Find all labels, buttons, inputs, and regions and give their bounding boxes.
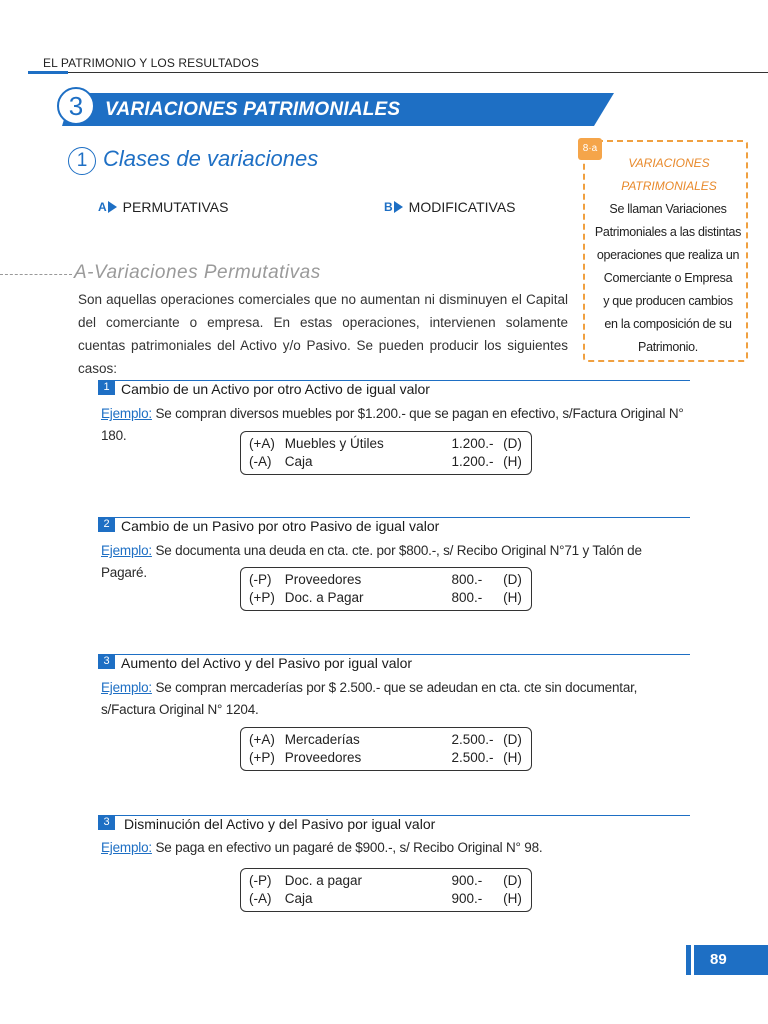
entry-row (249, 890, 523, 908)
entry-row (249, 731, 523, 749)
entry-side: (D) (503, 436, 522, 451)
journal-entry (240, 431, 532, 475)
subsection-title: Clases de variaciones (103, 146, 319, 171)
entry-amount: 1.200.- (451, 454, 494, 469)
entry-amount: 800.- (451, 572, 483, 587)
entry-account: Mercaderías (284, 732, 360, 747)
side-note-title-line: VARIACIONES (628, 156, 710, 170)
type-a-marker: A (98, 200, 117, 214)
entry-side: (D) (503, 572, 522, 587)
entry-sign: (-P) (249, 572, 272, 587)
header-accent-line (28, 71, 68, 74)
entry-amount: 2.500.- (451, 750, 494, 765)
case-number-badge: 3 (98, 815, 115, 830)
header-rule (68, 72, 768, 73)
entry-amount: 2.500.- (451, 732, 494, 747)
arrow-right-icon (108, 201, 117, 213)
section-a-heading: A-Variaciones Permutativas (74, 262, 321, 283)
side-note-line: Patrimoniales a las distintas (594, 225, 742, 239)
entry-sign: (-P) (249, 873, 272, 888)
case-example (101, 677, 691, 721)
journal-entry (240, 727, 532, 771)
subsection-number-badge: 1 (68, 147, 96, 175)
case-title: Cambio de un Activo por otro Activo de igual valor (121, 381, 430, 397)
section-a-paragraph: Son aquellas operaciones comerciales que no aumentan ni disminuyen el Capital del comerciante o empresa. En estas operaciones, intervienen solamente cuentas patrimoniales del Activo y/o Pasivo. Se pueden producir los siguientes casos: (78, 292, 568, 376)
entry-side: (D) (503, 732, 522, 747)
entry-amount: 1.200.- (451, 436, 494, 451)
example-label: Ejemplo: (101, 840, 152, 855)
entry-sign: (+A) (249, 732, 275, 747)
type-a-label: PERMUTATIVAS (122, 199, 229, 215)
book-icon: 8·a (578, 138, 602, 160)
entry-row (249, 872, 523, 890)
entry-sign: (+P) (249, 590, 275, 605)
entry-sign: (+P) (249, 750, 275, 765)
running-header: EL PATRIMONIO Y LOS RESULTADOS (43, 56, 259, 70)
entry-side: (H) (503, 891, 522, 906)
side-note-line: Patrimonio. (638, 340, 698, 354)
entry-account: Caja (284, 891, 313, 906)
side-note-title (595, 152, 743, 198)
example-label: Ejemplo: (101, 406, 152, 421)
entry-sign: (+A) (249, 436, 275, 451)
entry-account: Muebles y Útiles (284, 436, 384, 451)
arrow-right-icon (394, 201, 403, 213)
type-b-marker: B (384, 200, 403, 214)
entry-sign: (-A) (249, 454, 272, 469)
case-title: Aumento del Activo y del Pasivo por igual valor (121, 655, 413, 671)
side-note-line: Se llaman Variaciones (609, 202, 727, 216)
case-example (101, 837, 701, 859)
entry-side: (H) (503, 454, 522, 469)
entry-row (249, 435, 523, 453)
case-number-badge: 2 (98, 517, 115, 532)
section-number-badge: 3 (57, 87, 95, 125)
entry-account: Doc. a pagar (284, 873, 363, 888)
side-note-line: Comerciante o Empresa (603, 271, 733, 285)
page-number: 89 (686, 945, 768, 975)
entry-account: Proveedores (284, 572, 362, 587)
example-text: Se compran diversos muebles por $1.200.- que se pagan en efectivo, s/Factura Original N° 180. (101, 406, 684, 443)
type-b (384, 199, 516, 215)
entry-amount: 900.- (451, 891, 483, 906)
entry-amount: 900.- (451, 873, 483, 888)
journal-entry (240, 567, 532, 611)
case-number-badge: 1 (98, 380, 115, 395)
example-label: Ejemplo: (101, 543, 152, 558)
side-note-line: en la composición de su (604, 317, 732, 331)
page-number-stripe (691, 945, 694, 975)
type-a (98, 199, 228, 215)
journal-entry (240, 868, 532, 912)
example-text: Se documenta una deuda en cta. cte. por $800.-, s/ Recibo Original N°71 y Talón de Pagaré. (101, 543, 642, 580)
entry-row (249, 571, 523, 589)
entry-row (249, 589, 523, 607)
case-number-badge: 3 (98, 654, 115, 669)
side-note-line: operaciones que realiza un (596, 248, 740, 262)
section-title: VARIACIONES PATRIMONIALES (105, 99, 401, 120)
entry-side: (H) (503, 590, 522, 605)
side-note-line: y que producen cambios (603, 294, 733, 308)
example-text: Se paga en efectivo un pagaré de $900.-, s/ Recibo Original N° 98. (151, 840, 543, 855)
side-note-title-line: PATRIMONIALES (621, 179, 717, 193)
entry-account: Doc. a Pagar (284, 590, 364, 605)
entry-row (249, 453, 523, 471)
entry-account: Caja (284, 454, 313, 469)
heading-dash-line (0, 274, 72, 275)
entry-side: (H) (503, 750, 522, 765)
example-text: Se compran mercaderías por $ 2.500.- que se adeudan en cta. cte sin documentar, s/Factura Original N° 1204. (101, 680, 638, 717)
entry-side: (D) (503, 873, 522, 888)
side-note-body (588, 198, 748, 359)
case-title: Disminución del Activo y del Pasivo por igual valor (124, 816, 436, 832)
entry-amount: 800.- (451, 590, 483, 605)
entry-row (249, 749, 523, 767)
type-b-label: MODIFICATIVAS (408, 199, 516, 215)
entry-sign: (-A) (249, 891, 272, 906)
case-title: Cambio de un Pasivo por otro Pasivo de igual valor (121, 518, 440, 534)
example-label: Ejemplo: (101, 680, 152, 695)
entry-account: Proveedores (284, 750, 362, 765)
